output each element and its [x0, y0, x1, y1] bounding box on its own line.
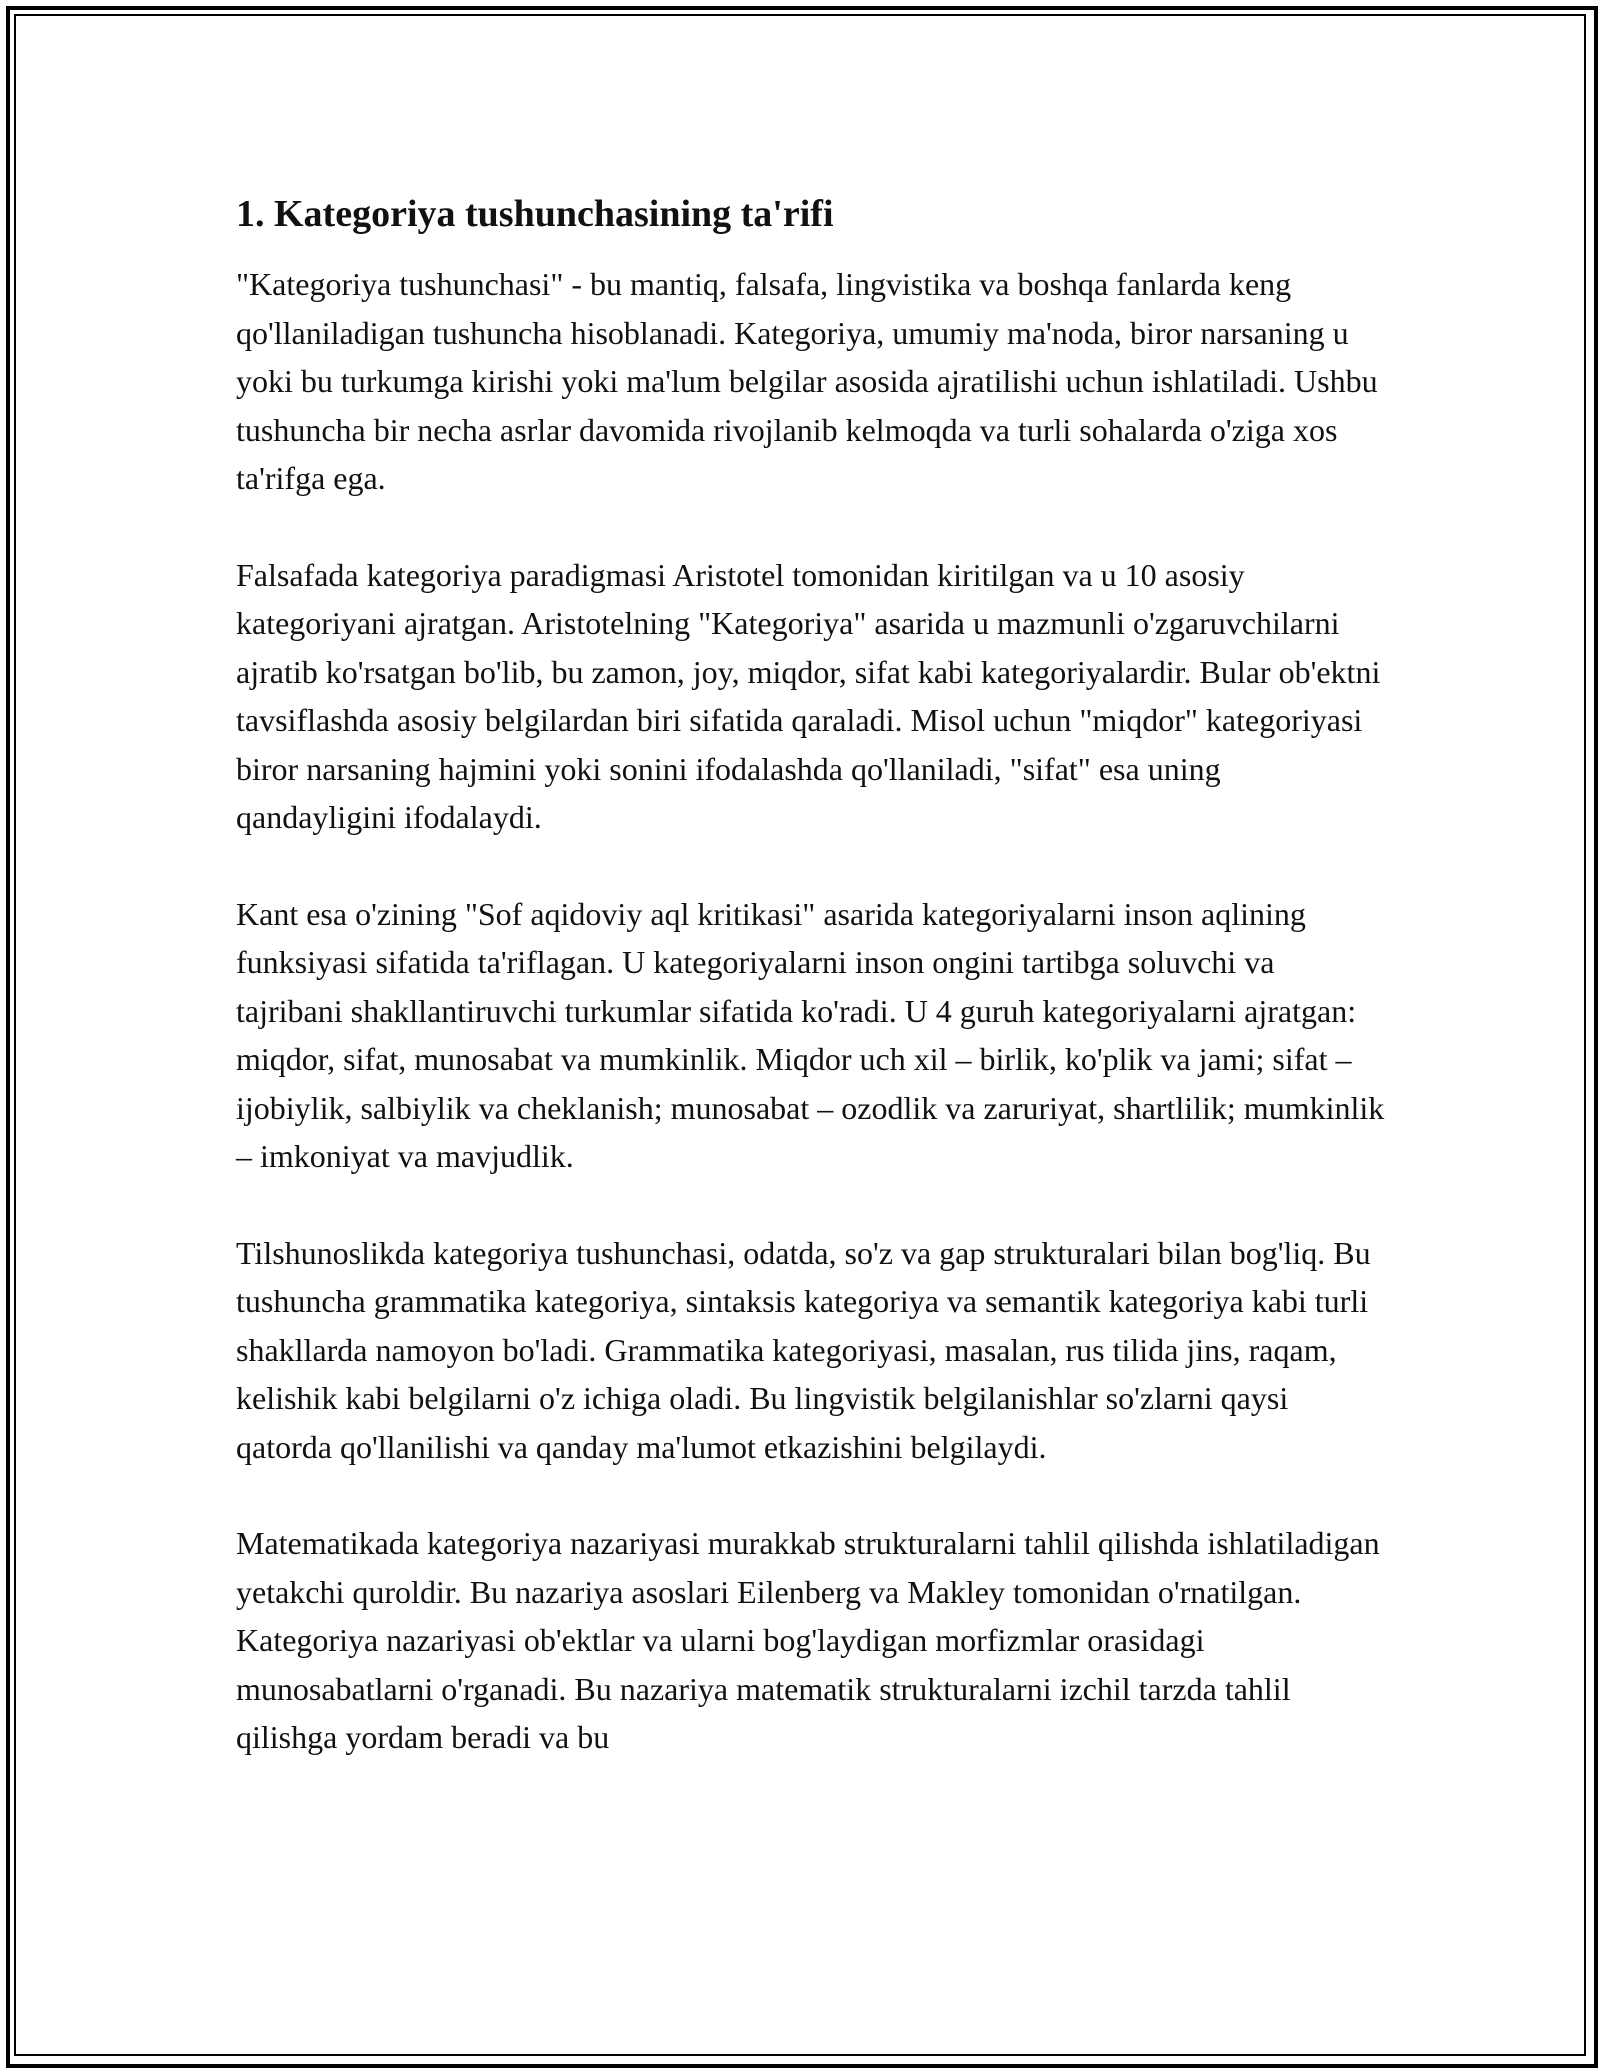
paragraph-philosophy: Falsafada kategoriya paradigmasi Aristotel tomonidan kiritilgan va u 10 asosiy kategoriyani ajratgan. Aristotelning "Kategoriya" asarida u mazmunli o'zgaruvchilarni ajratib ko'rsatgan bo'lib, bu zamon, joy, miqdor, sifat kabi kategoriyalardir. Bular ob'ektni tavsiflashda asosiy belgilardan biri sifatida qaraladi. Misol uchun "miqdor" kategoriyasi biror narsaning hajmini yoki sonini ifodalashda qo'llaniladi, "sifat" esa uning qandayligini ifodalaydi.	[236, 556, 1381, 835]
paragraph-linguistics: Tilshunoslikda kategoriya tushunchasi, odatda, so'z va gap strukturalari bilan bog'liq. Bu tushuncha grammatika kategoriya, sintaksis kategoriya va semantik kategoriya kabi turli shakllarda namoyon bo'ladi. Grammatika kategoriyasi, masalan, rus tilida jins, raqam, kelishik kabi belgilarni o'z ichiga oladi. Bu lingvistik belgilanishlar so'zlarni qaysi qatorda qo'llanilishi va qanday ma'lumot etkazishini belgilaydi.	[236, 1234, 1371, 1465]
section-heading: 1. Kategoriya tushunchasining ta'rifi	[236, 193, 834, 235]
paragraph-kant: Kant esa o'zining "Sof aqidoviy aql kritikasi" asarida kategoriyalarni inson aqlining funksiyasi sifatida ta'riflagan. U kategoriyalarni inson ongini tartibga soluvchi va tajribani shakllantiruvchi turkumlar sifatida ko'radi. U 4 guruh kategoriyalarni ajratgan: miqdor, sifat, munosabat va mumkinlik. Miqdor uch xil – birlik, ko'plik va jami; sifat – ijobiylik, salbiylik va cheklanish; munosabat – ozodlik va zaruriyat, shartlilik; mumkinlik – imkoniyat va mavjudlik.	[236, 895, 1385, 1174]
paragraph-intro: "Kategoriya tushunchasi" - bu mantiq, falsafa, lingvistika va boshqa fanlarda keng qo'llaniladigan tushuncha hisoblanadi. Kategoriya, umumiy ma'noda, biror narsaning u yoki bu turkumga kirishi yoki ma'lum belgilar asosida ajratilishi uchun ishlatiladi. Ushbu tushuncha bir necha asrlar davomida rivojlanib kelmoqda va turli sohalarda o'ziga xos ta'rifga ega.	[236, 266, 1378, 496]
paragraph-mathematics: Matematikada kategoriya nazariyasi murakkab strukturalarni tahlil qilishda ishlatiladigan yetakchi quroldir. Bu nazariya asoslari Eilenberg va Makley tomonidan o'rnatilgan. Kategoriya nazariyasi ob'ektlar va ularni bog'laydigan morfizmlar orasidagi munosabatlarni o'rganadi. Bu nazariya matematik strukturalarni izchil tarzda tahlil qilishga yordam beradi va bu	[236, 1525, 1380, 1755]
document-body	[236, 188, 1386, 1810]
